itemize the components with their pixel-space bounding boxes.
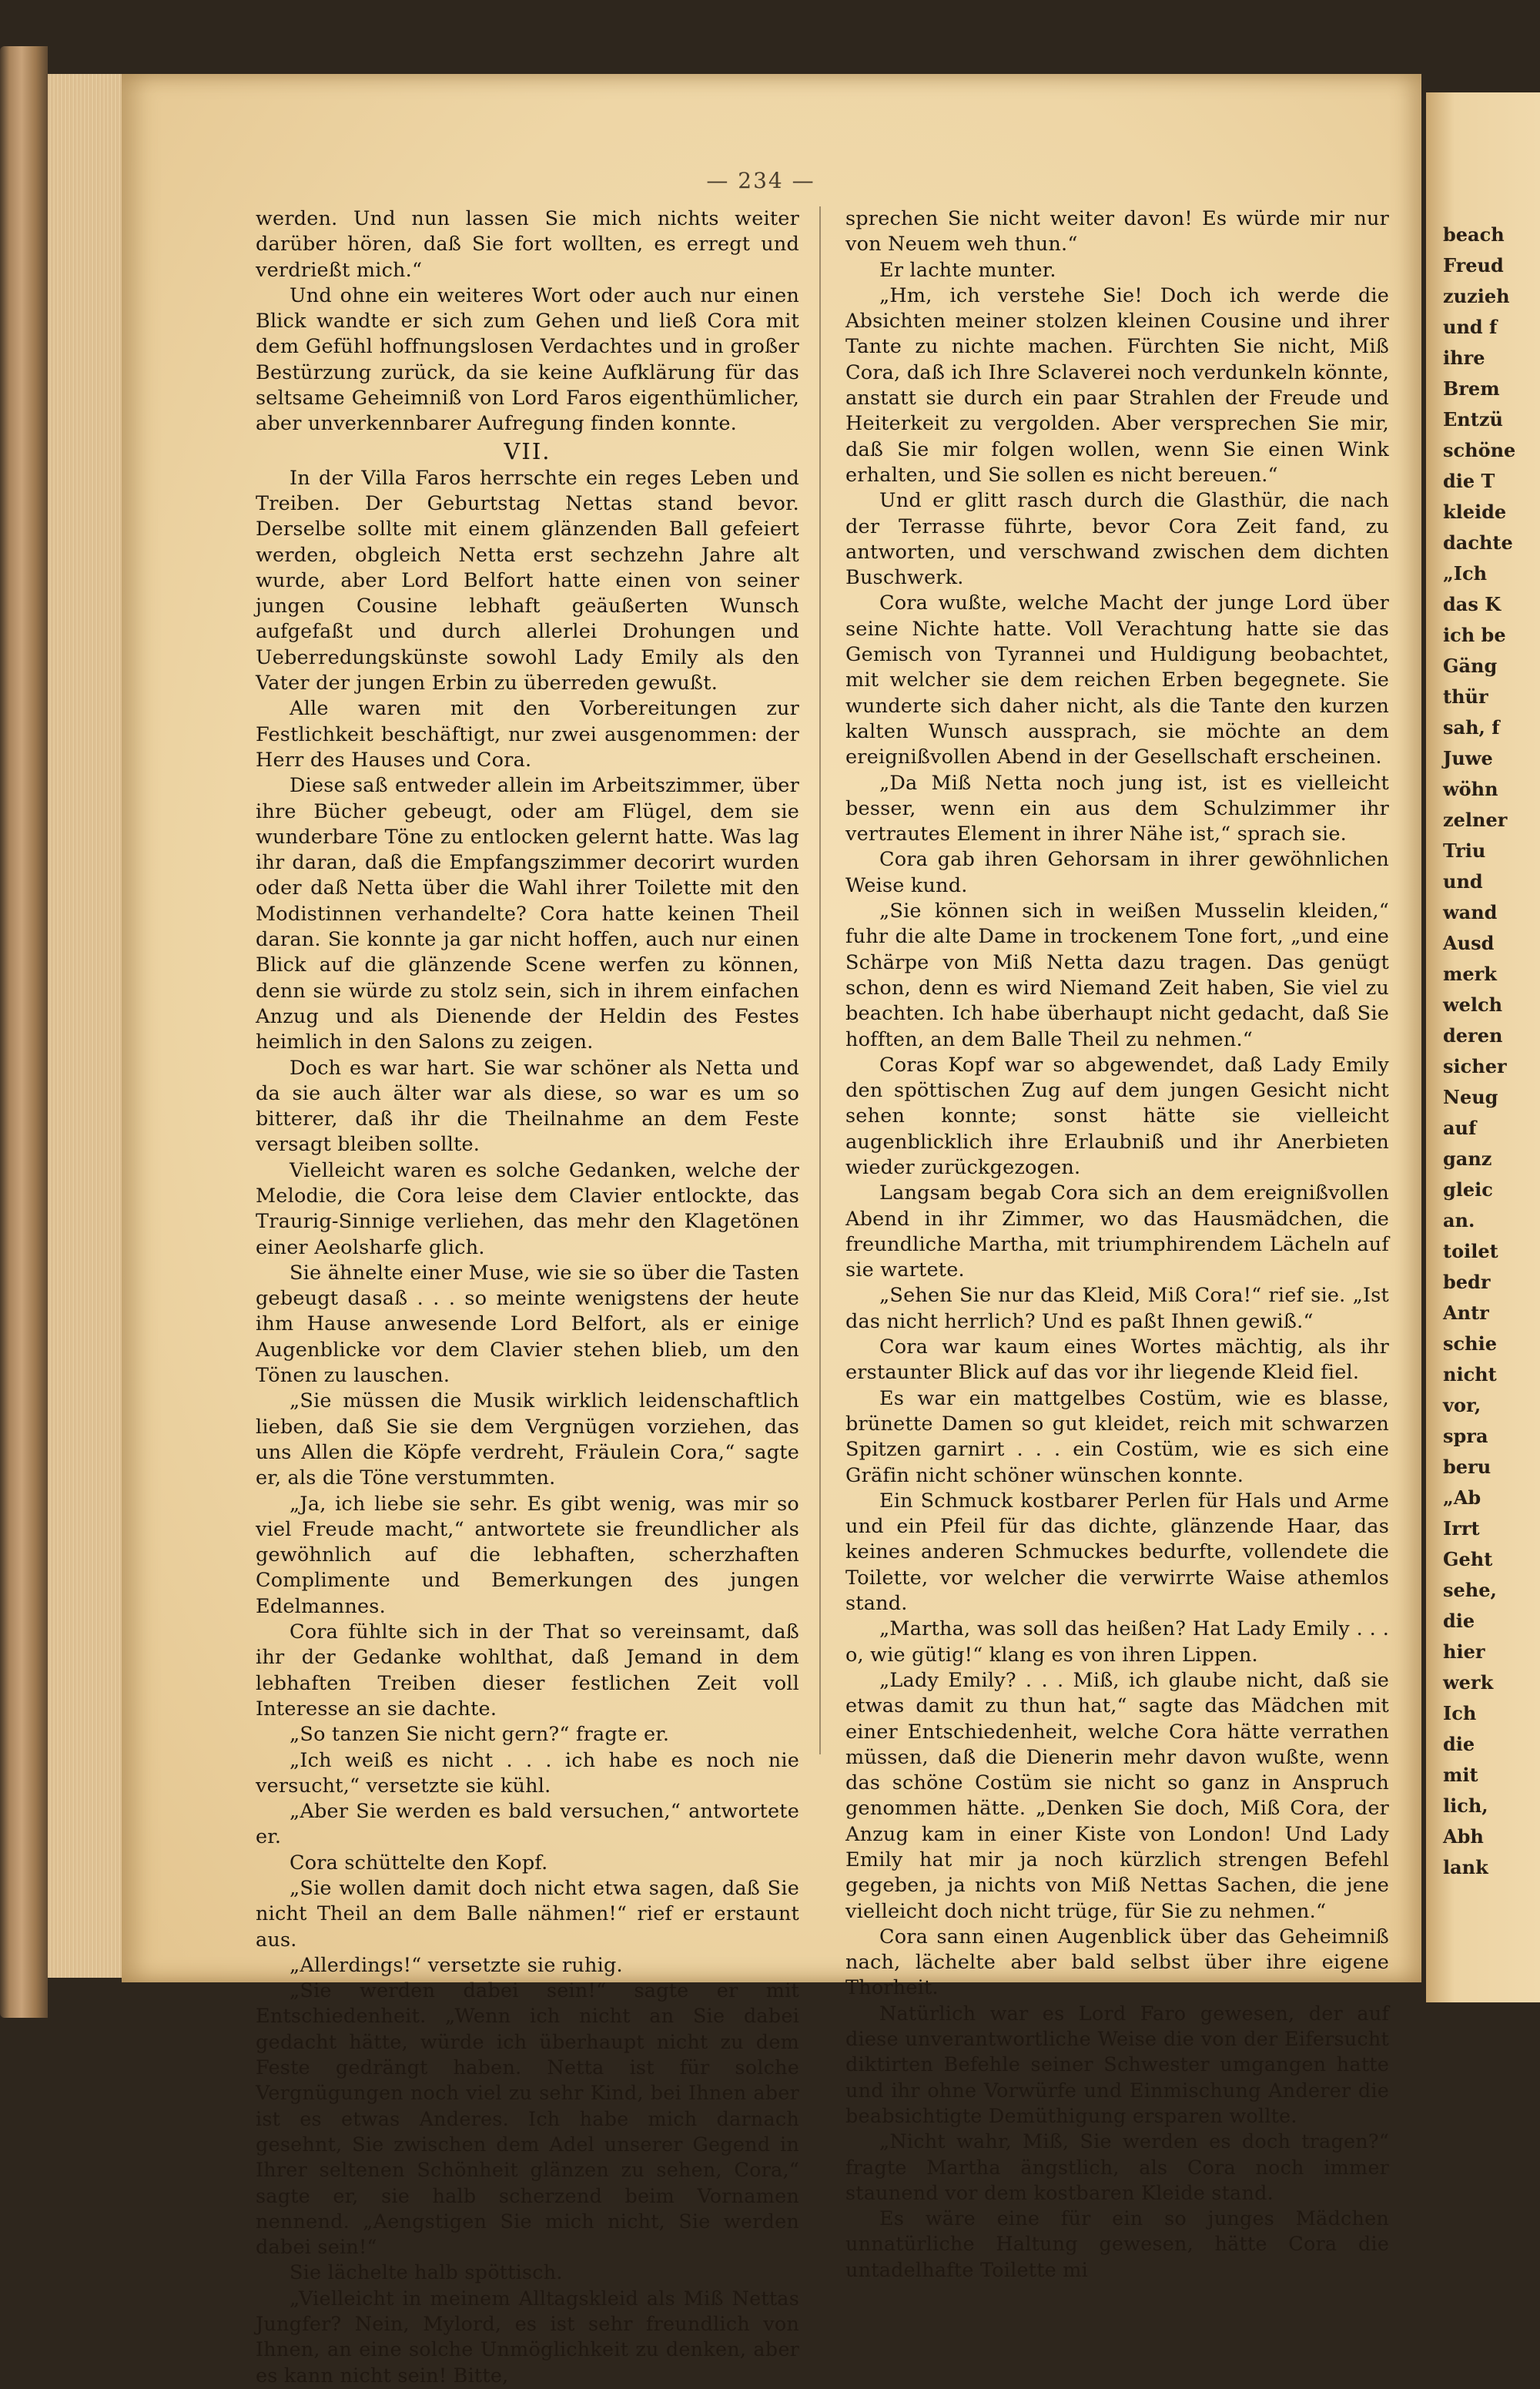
paragraph: Sie ähnelte einer Muse, wie sie so über die Tasten gebeugt dasaß . . . so meinte wenigstens der heute ihm Hause anwesende Lord Belfort, als er einige Augenblicke vor dem Clavier stehen blieb, um den Tönen zu lauschen. [256, 1261, 799, 1388]
next-page-fragment: merk [1443, 963, 1497, 985]
next-page-fragment: gleic [1443, 1178, 1493, 1201]
next-page-fragment: Ich [1443, 1702, 1477, 1724]
paragraph: Langsam begab Cora sich an dem ereignißvollen Abend in ihr Zimmer, wo das Hausmädchen, die freundliche Martha, mit triumphirendem Lächeln auf sie wartete. [845, 1181, 1389, 1282]
paragraph: „Sie wollen damit doch nicht etwa sagen, daß Sie nicht Theil an dem Balle nähmen!“ rief er erstaunt aus. [256, 1877, 799, 1952]
next-page-fragment: beru [1443, 1456, 1491, 1478]
next-page-fragment: lich, [1443, 1794, 1488, 1817]
next-page-fragment: schie [1443, 1332, 1497, 1355]
paragraph: Und ohne ein weiteres Wort oder auch nur einen Blick wandte er sich zum Gehen und ließ Cora mit dem Gefühl hoffnungslosen Verdachtes und in großer Bestürzung zurück, da sie keine Aufklärung für das seltsame Geheimniß von Lord Faros eigenthümlicher, aber unverkennbarer Aufregung finden konnte. [256, 283, 799, 436]
paragraph: Er lachte munter. [879, 258, 1056, 282]
next-page-edge [1426, 92, 1540, 2002]
paragraph: „Da Miß Netta noch jung ist, ist es vielleicht besser, wenn ein aus dem Schulzimmer ihr vertrautes Element in ihrer Nähe ist,“ sprach sie. [845, 771, 1389, 846]
next-page-fragment: werk [1443, 1671, 1494, 1694]
paragraph: „Aber Sie werden es bald versuchen,“ antwortete er. [256, 1800, 799, 1849]
paragraph: „Sie werden dabei sein!“ sagte er mit Entschiedenheit. „Wenn ich nicht an Sie dabei gedacht hätte, würde ich überhaupt nicht zu dem Feste gedrängt haben. Netta ist für solche Vergnügungen noch viel zu sehr Kind, bei Ihnen aber ist es etwas Anderes. Ich habe mich darnach gesehnt, Sie zwischen dem Adel unserer Gegend in Ihrer seltenen Schönheit glänzen zu sehen, Cora,“ sagte er, sie halb scherzend beim Vornamen nennend. „Aengstigen Sie mich nicht, Sie werden dabei sein!“ [256, 1979, 799, 2260]
next-page-fragment: zelner [1443, 809, 1508, 831]
right-column [845, 206, 1389, 2283]
next-page-fragment: Irrt [1443, 1517, 1480, 1540]
paragraph: werden. Und nun lassen Sie mich nichts weiter darüber hören, daß Sie fort wollten, es erregt und verdrießt mich.“ [256, 207, 799, 282]
next-page-fragment: das K [1443, 593, 1502, 615]
paragraph: Vielleicht waren es solche Gedanken, welche der Melodie, die Cora leise dem Clavier entlockte, das Traurig-Sinnige verliehen, das mehr den Klagetönen einer Aeolsharfe glich. [256, 1158, 799, 1259]
next-page-fragment: Entzü [1443, 408, 1503, 431]
next-page-fragment: an. [1443, 1209, 1475, 1231]
paragraph: Und er glitt rasch durch die Glasthür, die nach der Terrasse führte, bevor Cora Zeit fand, zu antworten, und verschwand zwischen dem dichten Buschwerk. [845, 489, 1389, 590]
next-page-fragment: schöne [1443, 439, 1516, 461]
next-page-fragment: ganz [1443, 1148, 1492, 1170]
paragraph: In der Villa Faros herrschte ein reges Leben und Treiben. Der Geburtstag Nettas stand bevor. Derselbe sollte mit einem glänzenden Ball gefeiert werden, obgleich Netta erst sechzehn Jahre alt wurde, aber Lord Belfort hatte einen von seiner jungen Cousine lebhaft geäußerten Wunsch aufgefaßt und durch allerlei Drohungen und Ueberredungskünste sowohl Lady Emily als den Vater der jungen Erbin zu überreden gewußt. [256, 466, 799, 695]
paragraph: Cora schüttelte den Kopf. [290, 1851, 548, 1875]
next-page-fragment: auf [1443, 1117, 1477, 1139]
next-page-fragment: „Ich [1443, 562, 1488, 585]
book-spine [0, 46, 48, 2018]
paragraph: Natürlich war es Lord Faro gewesen, der auf diese unverantwortliche Weise die von der Eifersucht diktirten Befehle seiner Schwester umgangen hatte und ihr ohne Vorwürfe und Einmischung Anderer die beabsichtigte Demüthigung ersparen wollte. [845, 2002, 1389, 2128]
paragraph: Ein Schmuck kostbarer Perlen für Hals und Arme und ein Pfeil für das dichte, glänzende Haar, das keines anderen Schmuckes bedurfte, vollendete die Toilette, vor welcher die verwirrte Waise athemlos stand. [845, 1489, 1389, 1616]
next-page-fragment: nicht [1443, 1363, 1497, 1385]
paragraph: „Ich weiß es nicht . . . ich habe es noch nie versucht,“ versetzte sie kühl. [256, 1748, 799, 1798]
next-page-fragment: ihre [1443, 347, 1485, 369]
paragraph: Cora sann einen Augenblick über das Geheimniß nach, lächelte aber bald selbst über ihre eigene Thorheit. [845, 1925, 1389, 2000]
next-page-fragment: thür [1443, 685, 1488, 708]
paragraph: Sie lächelte halb spöttisch. [290, 2261, 563, 2285]
next-page-fragment: Abh [1443, 1825, 1484, 1848]
chapter-heading: VII. [504, 437, 551, 464]
column-divider [819, 206, 821, 1754]
paragraph: Cora fühlte sich in der That so vereinsamt, daß ihr der Gedanke wohlthat, daß Jemand in dem lebhaften Treiben dieser festlichen Zeit voll Interesse an sie dachte. [256, 1620, 799, 1721]
continuation-paragraph: sprechen Sie nicht weiter davon! Es würde mir nur von Neuem weh thun.“ [845, 207, 1389, 256]
paragraph: Alle waren mit den Vorbereitungen zur Festlichkeit beschäftigt, nur zwei ausgenommen: der Herr des Hauses und Cora. [256, 697, 799, 772]
next-page-fragment: toilet [1443, 1240, 1498, 1262]
paragraph: „Sehen Sie nur das Kleid, Miß Cora!“ rief sie. „Ist das nicht herrlich? Und es paßt Ihnen gewiß.“ [845, 1284, 1389, 1333]
next-page-fragment: die [1443, 1733, 1475, 1755]
paragraph: Diese saß entweder allein im Arbeitszimmer, über ihre Bücher gebeugt, oder am Flügel, dem sie wunderbare Töne zu entlocken gelernt hatte. Was lag ihr daran, daß die Empfangszimmer decorirt wurden oder daß Netta über die Wahl ihrer Toilette mit den Modistinnen verhandelte? Cora hatte keinen Theil daran. Sie konnte ja gar nicht hoffen, auch nur einen Blick auf die glänzende Scene werfen zu können, denn sie würde zu stolz sein, sich in ihrem einfachen Anzug und als Dienende der Heldin des Festes heimlich in den Salons zu zeigen. [256, 774, 799, 1054]
paragraph: Doch es war hart. Sie war schöner als Netta und da sie auch älter war als diese, so war es um so bitterer, daß ihr die Theilnahme an dem Feste versagt bleiben sollte. [256, 1056, 799, 1157]
page-number: — 234 — [706, 168, 815, 193]
paragraph: „Martha, was soll das heißen? Hat Lady Emily . . . o, wie gütig!“ klang es von ihren Lippen. [845, 1617, 1389, 1667]
next-page-fragment: Antr [1443, 1302, 1489, 1324]
paragraph: Cora wußte, welche Macht der junge Lord über seine Nichte hatte. Voll Verachtung hatte sie das Gemisch von Tyrannei und Huldigung beobachtet, mit welcher sie dem reichen Erben begegnete. Sie wunderte sich daher nicht, als die Tante den kurzen kalten Wunsch aussprach, sie möchte an dem ereignißvollen Abend in der Gesellschaft erscheinen. [845, 591, 1389, 769]
next-page-fragment: lank [1443, 1856, 1488, 1878]
paragraph: Cora war kaum eines Wortes mächtig, als ihr erstaunter Blick auf das vor ihr liegende Kleid fiel. [845, 1335, 1389, 1385]
next-page-fragment: „Ab [1443, 1486, 1481, 1509]
paragraph: „Vielleicht in meinem Alltagskleid als Miß Nettas Jungfer? Nein, Mylord, es ist sehr freundlich von Ihnen, an eine solche Unmöglichkeit zu denken, aber es kann nicht sein! Bitte, [256, 2287, 799, 2387]
paragraph: Es wäre eine für ein so junges Mädchen unnatürliche Haltung gewesen, hätte Cora die untadelhafte Toilette mi [845, 2207, 1389, 2282]
next-page-fragment: sicher [1443, 1055, 1507, 1077]
paragraph: Coras Kopf war so abgewendet, daß Lady Emily den spöttischen Zug auf dem jungen Gesicht nicht sehen konnte; sonst hätte sie vielleicht augenblicklich ihre Erlaubniß und ihr Anerbieten wieder zurückgezogen. [845, 1053, 1389, 1179]
next-page-fragment: Juwe [1443, 747, 1493, 769]
left-column [256, 206, 799, 2389]
next-page-fragment: und f [1443, 316, 1498, 338]
paragraph: „Allerdings!“ versetzte sie ruhig. [290, 1953, 623, 1977]
next-page-fragment: Brem [1443, 377, 1500, 400]
next-page-fragment: bedr [1443, 1271, 1491, 1293]
next-page-fragment: wöhn [1443, 778, 1498, 800]
paragraph: „Sie müssen die Musik wirklich leidenschaftlich lieben, daß Sie sie dem Vergnügen vorziehen, das uns Allen die Köpfe verdreht, Fräulein Cora,“ sagte er, als die Töne verstummten. [256, 1389, 799, 1490]
next-page-fragment: sah, f [1443, 716, 1500, 739]
page-edges [48, 74, 122, 1978]
next-page-fragment: spra [1443, 1425, 1488, 1447]
next-page-fragment: sehe, [1443, 1579, 1497, 1601]
paragraph: „Sie können sich in weißen Musselin kleiden,“ fuhr die alte Dame in trockenem Tone fort, „und eine Schärpe von Miß Netta dazu tragen. Das genügt schon, denn es wird Niemand Zeit haben, Sie viel zu beachten. Ich habe überhaupt nicht gedacht, daß Sie hofften, an dem Balle Theil zu nehmen.“ [845, 900, 1389, 1051]
paragraph: Es war ein mattgelbes Costüm, wie es blasse, brünette Damen so gut kleidet, reich mit schwarzen Spitzen garnirt . . . ein Costüm, wie es sich eine Gräfin nicht schöner wünschen konnte. [845, 1386, 1389, 1487]
next-page-fragment: Gäng [1443, 655, 1498, 677]
next-page-fragment: mit [1443, 1764, 1478, 1786]
next-page-fragment: kleide [1443, 501, 1507, 523]
next-page-fragment: wand [1443, 901, 1498, 923]
right-text [845, 258, 1389, 2283]
left-text-before-heading [256, 206, 799, 437]
next-page-fragment: Neug [1443, 1086, 1498, 1108]
next-page-fragment: hier [1443, 1640, 1485, 1663]
paragraph: „Ja, ich liebe sie sehr. Es gibt wenig, was mir so viel Freude macht,“ antwortete sie freundlicher als gewöhnlich auf die lebhaften, scherzhaften Complimente und Bemerkungen des jungen Edelmannes. [256, 1492, 799, 1618]
next-page-fragment: beach [1443, 223, 1505, 246]
next-page-fragment: Geht [1443, 1548, 1493, 1570]
next-page-fragment: ich be [1443, 624, 1506, 646]
paragraph: „Lady Emily? . . . Miß, ich glaube nicht, daß sie etwas damit zu thun hat,“ sagte das Mädchen mit einer Entschiedenheit, welche Cora hätte verrathen müssen, daß die Dienerin mehr davon wußte, wenn das schöne Costüm sie nicht so ganz in Anspruch genommen hätte. „Denken Sie doch, Miß Cora, der Anzug kam in einer Kiste von London! Und Lady Emily hat mir ja noch kürzlich strengen Befehl gegeben, ja nichts von Miß Nettas Sachen, die jene vielleicht doch nicht trüge, für Sie zu nehmen.“ [845, 1668, 1389, 1923]
paragraph: „So tanzen Sie nicht gern?“ fragte er. [290, 1723, 670, 1747]
next-page-fragment: vor, [1443, 1394, 1481, 1416]
paragraph: Cora gab ihren Gehorsam in ihrer gewöhnlichen Weise kund. [845, 848, 1389, 897]
next-page-fragment: deren [1443, 1024, 1503, 1047]
next-page-fragment: die T [1443, 470, 1495, 492]
next-page-fragment: welch [1443, 993, 1503, 1016]
next-page-fragment: Freud [1443, 254, 1504, 276]
next-page-fragment: die [1443, 1610, 1475, 1632]
paragraph: „Hm, ich verstehe Sie! Doch ich werde die Absichten meiner stolzen kleinen Cousine und ihrer Tante zu nichte machen. Fürchten Sie nicht, Miß Cora, daß ich Ihre Sclaverei noch verdunkeln könnte, anstatt sie durch ein paar Strahlen der Freude und Heiterkeit zu vergolden. Aber versprechen Sie mir, daß Sie mir folgen wollen, wenn Sie einen Wink erhalten, und Sie sollen es nicht bereuen.“ [845, 283, 1389, 487]
next-page-fragment: Ausd [1443, 932, 1495, 954]
next-page-fragment: und [1443, 870, 1483, 893]
left-text-after-heading [256, 466, 799, 2389]
next-page-fragment: dachte [1443, 531, 1513, 554]
paragraph: „Nicht wahr, Miß, Sie werden es doch tragen?“ fragte Martha ängstlich, als Cora noch immer staunend vor dem kostbaren Kleide stand. [845, 2130, 1389, 2205]
next-page-fragment: zuzieh [1443, 285, 1510, 307]
next-page-fragment: Triu [1443, 839, 1486, 862]
